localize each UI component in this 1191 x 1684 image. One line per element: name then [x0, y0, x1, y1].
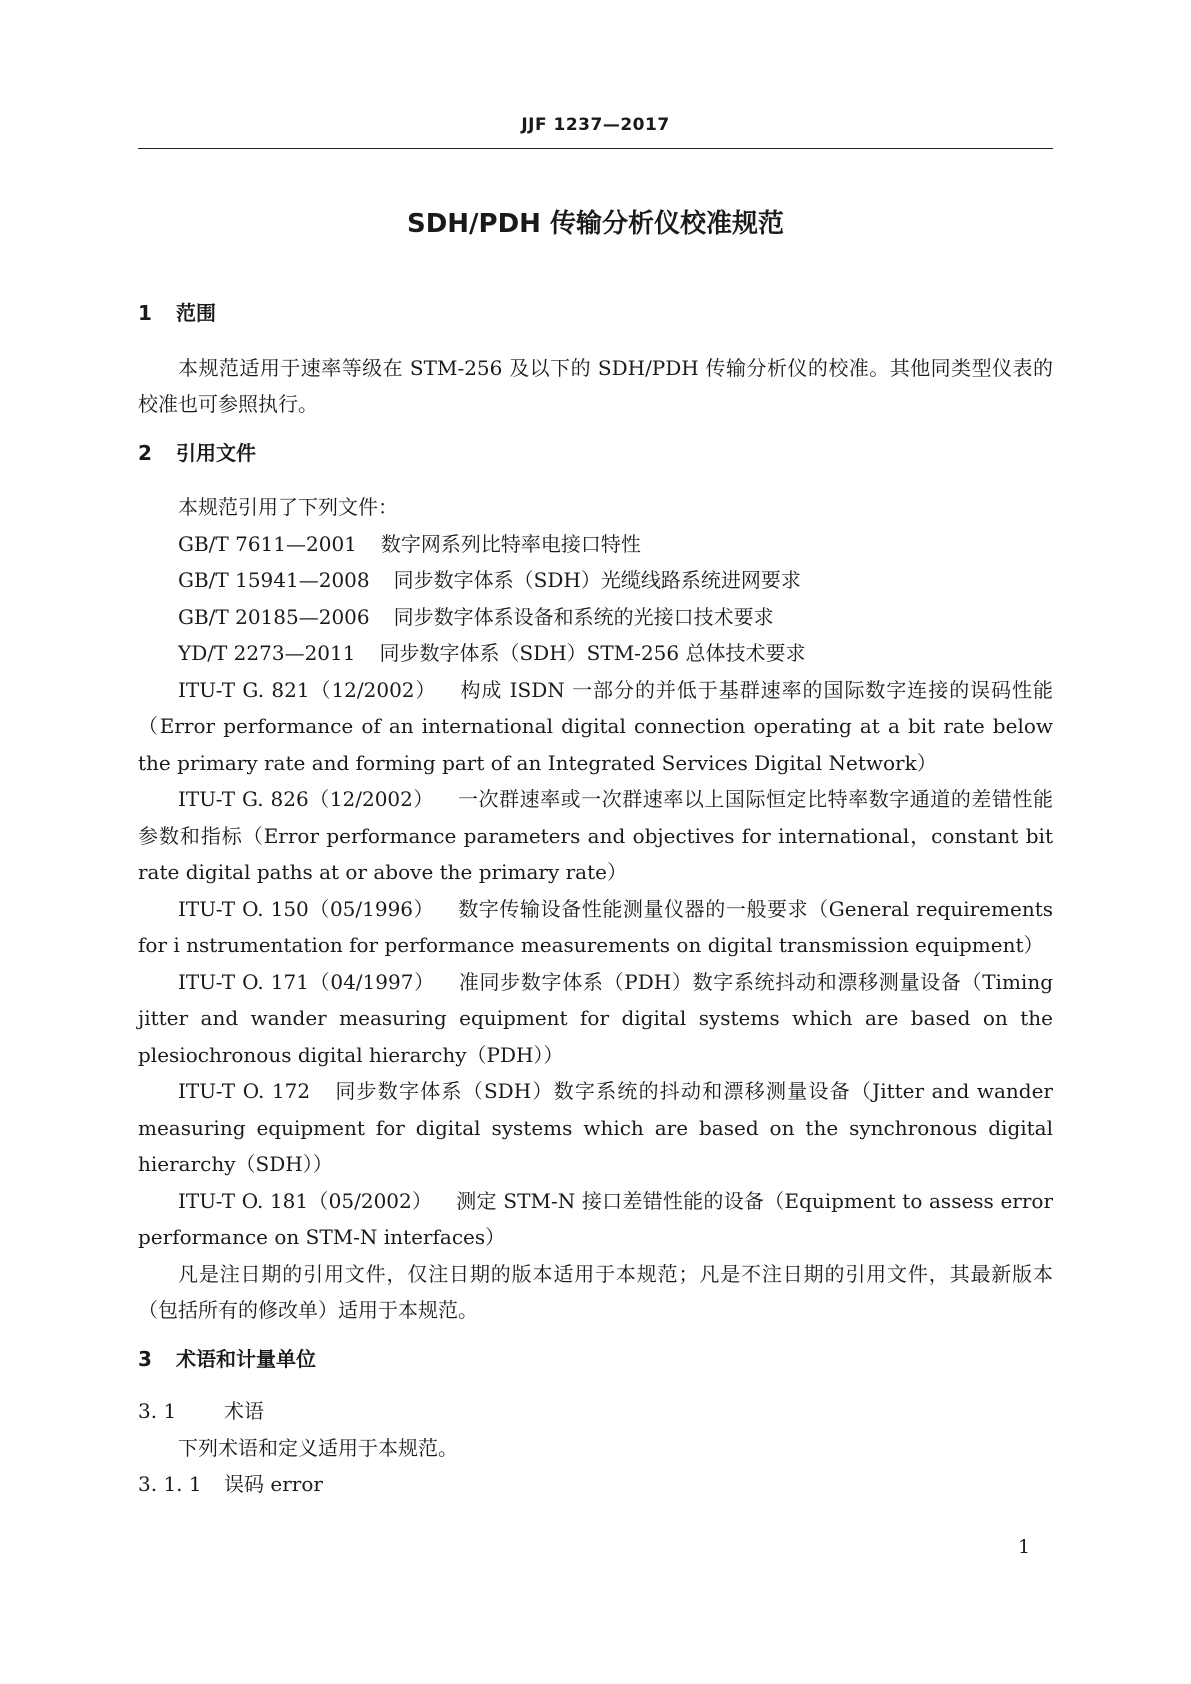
reference-list — [138, 526, 1053, 1256]
reference-title: 同步数字体系（SDH）数字系统的抖动和漂移测量设备（Jitter and wander measuring equipment for digital systems which are based on the synchronous digital hierarchy（SDH）） — [138, 1079, 1053, 1176]
reference-item — [138, 672, 1053, 782]
section-1-heading — [138, 295, 1053, 332]
reference-item — [138, 1073, 1053, 1183]
page-header-code: JJF 1237—2017 — [521, 115, 670, 135]
term-number: 3. 1. 1 — [138, 1472, 202, 1496]
reference-code: ITU-T O. 171（04/1997） — [178, 969, 435, 994]
reference-code: ITU-T G. 826（12/2002） — [178, 787, 434, 811]
section-2-heading — [138, 435, 1053, 472]
reference-title: 一次群速率或一次群速率以上国际恒定比特率数字通道的差错性能参数和指标（Error performance parameters and objectives for international，constant bit rate digital paths at or above the primary rate） — [138, 787, 1053, 884]
reference-title: 构成 ISDN 一部分的并低于基群速率的国际数字连接的误码性能（Error performance of an international digital connection operating at a bit rate below the primary rate and forming part of an Integrated Services Digital Network） — [138, 677, 1053, 775]
document-body — [138, 295, 1053, 1503]
reference-code: ITU-T O. 181（05/2002） — [178, 1188, 433, 1213]
reference-code: GB/T 15941—2008 — [178, 568, 370, 592]
section-3-heading — [138, 1341, 1053, 1378]
reference-code: GB/T 20185—2006 — [178, 604, 370, 629]
reference-title: 同步数字体系设备和系统的光接口技术要求 — [393, 604, 774, 629]
term-title: 误码 error — [224, 1472, 323, 1496]
reference-item — [138, 1183, 1053, 1256]
references-closing: 凡是注日期的引用文件，仅注日期的版本适用于本规范；凡是不注日期的引用文件，其最新版本（包括所有的修改单）适用于本规范。 — [138, 1261, 1053, 1322]
reference-item — [138, 964, 1053, 1074]
reference-title: 数字传输设备性能测量仪器的一般要求（General requirements for i nstrumentation for performance measurements on digital transmission equipment） — [138, 896, 1054, 957]
reference-title: 同步数字体系（SDH）光缆线路系统进网要求 — [393, 568, 801, 592]
reference-item — [138, 599, 1053, 636]
reference-title: 准同步数字体系（PDH）数字系统抖动和漂移测量设备（Timing jitter and wander measuring equipment for digital systems which are based on the plesiochronous digital hierarchy（PDH）） — [138, 969, 1054, 1067]
subsection-3-1-heading — [138, 1393, 1053, 1430]
reference-item — [138, 562, 1053, 599]
reference-code: ITU-T O. 172 — [178, 1079, 311, 1103]
reference-item — [138, 526, 1053, 563]
reference-code: YD/T 2273—2011 — [178, 641, 356, 665]
section-number: 2 — [138, 440, 152, 465]
section-title: 引用文件 — [176, 440, 256, 465]
subsection-number: 3. 1 — [138, 1399, 177, 1423]
reference-title: 测定 STM-N 接口差错性能的设备（Equipment to assess error performance on STM-N interfaces） — [138, 1188, 1054, 1249]
document-title: SDH/PDH 传输分析仪校准规范 — [406, 209, 784, 239]
term-3-1-1-heading — [138, 1466, 1053, 1503]
reference-item — [138, 635, 1053, 672]
section-title: 范围 — [176, 301, 216, 325]
reference-item — [138, 891, 1053, 964]
reference-code: ITU-T O. 150（05/1996） — [178, 896, 435, 921]
section-number: 1 — [138, 301, 152, 325]
section-1-paragraph: 本规范适用于速率等级在 STM-256 及以下的 SDH/PDH 传输分析仪的校准。其他同类型仪表的校准也可参照执行。 — [138, 355, 1053, 416]
references-intro: 本规范引用了下列文件： — [178, 495, 398, 519]
terms-intro: 下列术语和定义适用于本规范。 — [178, 1435, 458, 1460]
section-number: 3 — [138, 1346, 152, 1371]
reference-code: ITU-T G. 821（12/2002） — [178, 677, 437, 702]
reference-title: 数字网系列比特率电接口特性 — [380, 531, 641, 556]
reference-code: GB/T 7611—2001 — [178, 531, 357, 556]
page-number: 1 — [1018, 1536, 1031, 1558]
subsection-title: 术语 — [224, 1399, 264, 1423]
header-rule — [138, 148, 1053, 149]
reference-title: 同步数字体系（SDH）STM-256 总体技术要求 — [379, 641, 806, 665]
reference-item — [138, 781, 1053, 891]
section-title: 术语和计量单位 — [176, 1346, 316, 1371]
